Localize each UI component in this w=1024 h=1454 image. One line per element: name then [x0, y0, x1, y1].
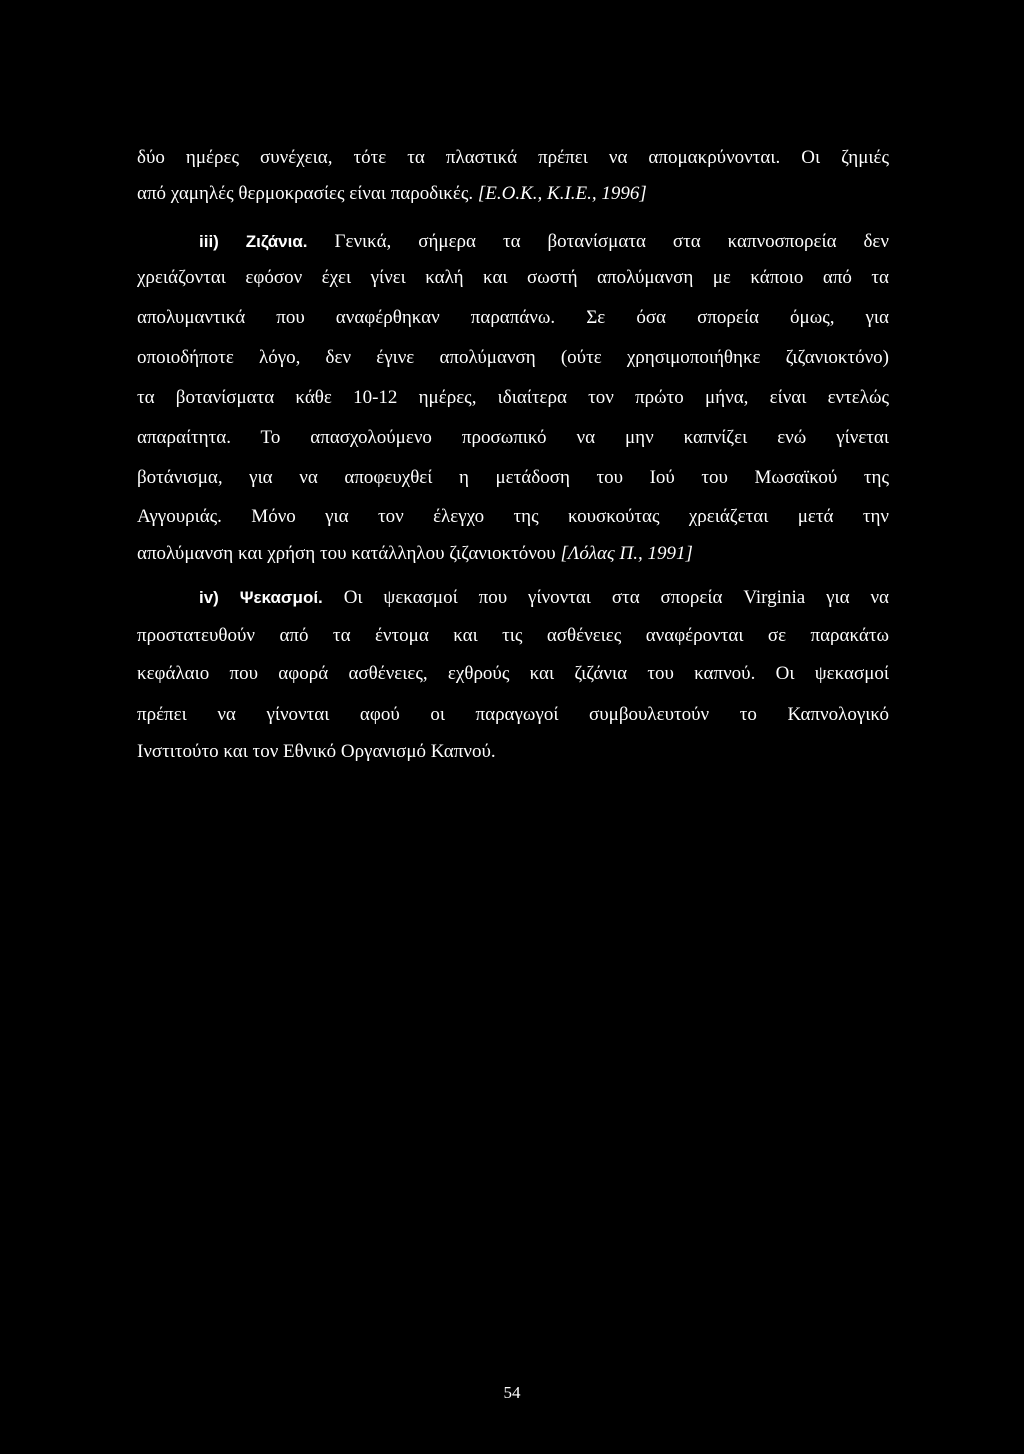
text-line — [137, 340, 889, 376]
line-text: απολύμανση και χρήση του κατάλληλου ζιζανιοκτόνου — [137, 543, 561, 564]
text-line — [137, 420, 889, 456]
line-text: Ινστιτούτο και τον Εθνικό Οργανισμό Καπνού. — [137, 741, 496, 762]
section-heading: iii) Ζιζάνια. — [199, 232, 308, 251]
text-line — [137, 260, 889, 296]
line-text: τα βοτανίσματα κάθε 10-12 ημέρες, ιδιαίτερα τον πρώτο μήνα, είναι εντελώς — [137, 387, 889, 408]
line-text: Οι ψεκασμοί που γίνονται στα σπορεία Virginia για να — [322, 587, 889, 608]
text-line — [137, 536, 889, 572]
text-line — [137, 697, 889, 733]
line-text: πρέπει να γίνονται αφού οι παραγωγοί συμβουλευτούν το Καπνολογικό — [137, 704, 889, 725]
text-line — [137, 460, 889, 496]
text-line — [137, 656, 889, 692]
text-line — [137, 499, 889, 535]
line-text: Γενικά, σήμερα τα βοτανίσματα στα καπνοσπορεία δεν — [307, 231, 890, 252]
line-text: προστατευθούν από τα έντομα και τις ασθένειες αναφέρονται σε παρακάτω — [137, 625, 889, 646]
text-line — [137, 618, 889, 654]
line-text: από χαμηλές θερμοκρασίες είναι παροδικές. — [137, 183, 478, 204]
line-text: απαραίτητα. Το απασχολούμενο προσωπικό να μην καπνίζει ενώ γίνεται — [137, 427, 889, 448]
section-heading-line — [199, 580, 889, 616]
citation: [Λόλας Π., 1991] — [560, 543, 693, 564]
line-text: Αγγουριάς. Μόνο για τον έλεγχο της κουσκούτας χρειάζεται μετά την — [137, 506, 889, 527]
line-text: απολυμαντικά που αναφέρθηκαν παραπάνω. Σε όσα σπορεία όμως, για — [137, 307, 889, 328]
section-heading: iv) Ψεκασμοί. — [199, 588, 323, 607]
line-text: οποιοδήποτε λόγο, δεν έγινε απολύμανση (ούτε χρησιμοποιήθηκε ζιζανιοκτόνο) — [137, 347, 889, 368]
line-text: χρειάζονται εφόσον έχει γίνει καλή και σωστή απολύμανση με κάποιο από τα — [137, 267, 889, 288]
text-line — [137, 300, 889, 336]
line-text: βοτάνισμα, για να αποφευχθεί η μετάδοση του Ιού του Μωσαϊκού της — [137, 467, 889, 488]
text-line — [137, 380, 889, 416]
line-text: κεφάλαιο που αφορά ασθένειες, εχθρούς και ζιζάνια του καπνού. Οι ψεκασμοί — [137, 663, 889, 684]
text-line — [137, 176, 889, 212]
text-line — [137, 140, 889, 176]
page-number: 54 — [503, 1383, 521, 1402]
text-line — [137, 734, 889, 770]
citation: [Ε.Ο.Κ., Κ.Ι.Ε., 1996] — [477, 183, 647, 204]
line-text: δύο ημέρες συνέχεια, τότε τα πλαστικά πρέπει να απομακρύνονται. Οι ζημιές — [137, 147, 889, 168]
section-heading-line — [199, 224, 889, 260]
